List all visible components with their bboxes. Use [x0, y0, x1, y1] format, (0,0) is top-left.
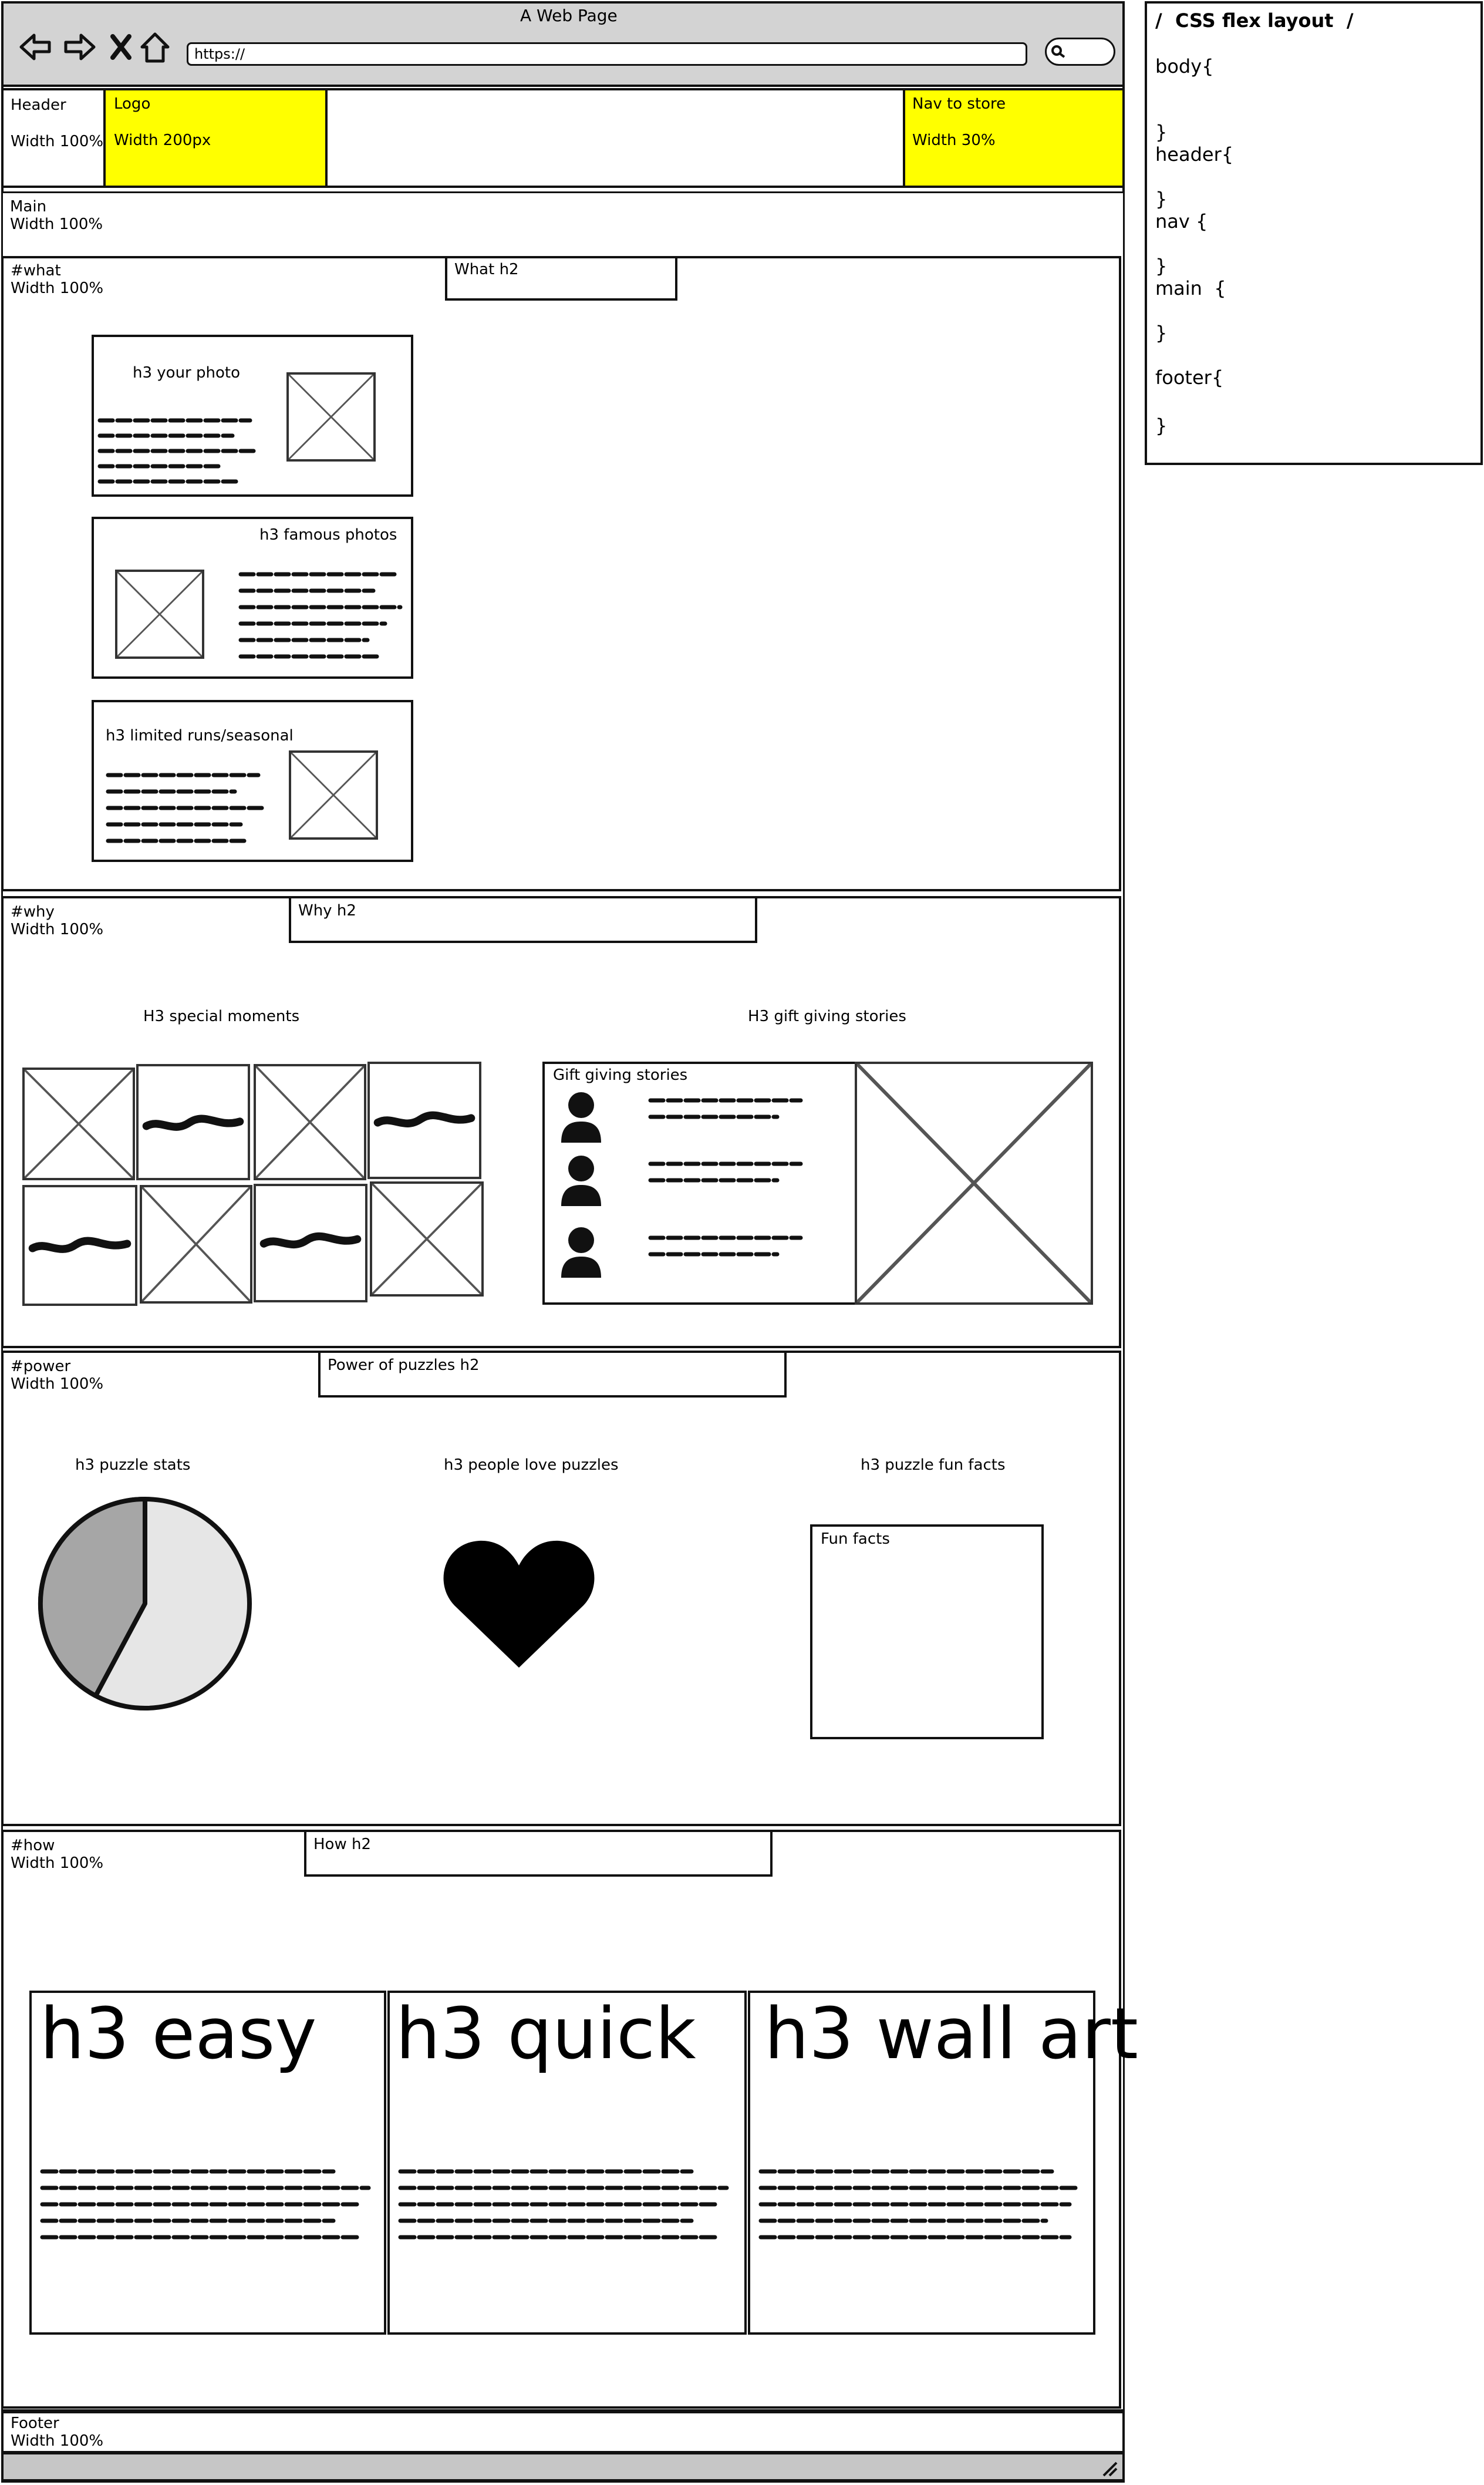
how-card-wall-art [748, 1991, 1138, 2335]
footer-label: Footer [11, 2415, 59, 2432]
moment-image [22, 1068, 135, 1180]
moment-text-tile [136, 1064, 250, 1180]
main-width: Width 100% [10, 215, 103, 233]
what-width: Width 100% [11, 280, 104, 297]
why-h2-box [289, 896, 757, 943]
moment-image [140, 1185, 252, 1304]
header-label: Header [11, 96, 66, 114]
css-panel-title: / CSS flex layout / [1155, 9, 1354, 32]
text-scribble [648, 1231, 812, 1266]
moment-image [254, 1064, 366, 1180]
why-id-label: #why [11, 903, 55, 921]
what-card-famous-photos [92, 517, 413, 679]
nav-label: Nav to store [912, 95, 1006, 113]
how-h2: How h2 [313, 1836, 372, 1853]
search-box[interactable] [1045, 38, 1115, 66]
how-card-easy-title: h3 easy [40, 1994, 317, 2075]
browser-title-bar [1, 1, 1125, 87]
card-limited-runs-title: h3 limited runs/seasonal [106, 727, 294, 745]
footer-box [1, 2411, 1125, 2453]
why-h2: Why h2 [298, 902, 356, 920]
css-line-header-open: header{ [1155, 143, 1234, 166]
heart-icon [441, 1537, 596, 1670]
moment-text-tile [367, 1062, 481, 1179]
css-line-body-close: } [1155, 121, 1168, 143]
url-input[interactable]: https:// [187, 42, 1027, 66]
how-card-wall-art-title: h3 wall art [764, 1994, 1138, 2075]
search-icon [1050, 44, 1067, 60]
gift-image-placeholder [855, 1062, 1093, 1305]
close-icon[interactable] [109, 33, 133, 61]
gift-stories-title: H3 gift giving stories [748, 1008, 906, 1025]
gift-stories-box [542, 1062, 857, 1305]
user-icon [559, 1154, 603, 1207]
moment-text-tile [254, 1184, 367, 1302]
card-famous-photos-title: h3 famous photos [259, 526, 397, 544]
page-title: A Web Page [520, 6, 618, 25]
what-card-limited-runs [92, 700, 413, 862]
css-line-footer-open: footer{ [1155, 366, 1224, 389]
fun-facts-title: h3 puzzle fun facts [861, 1456, 1006, 1474]
image-placeholder [286, 372, 376, 462]
how-card-quick [387, 1991, 747, 2335]
image-placeholder [115, 570, 204, 659]
text-scribble [758, 2164, 1087, 2264]
home-icon[interactable] [137, 29, 173, 65]
text-scribble [398, 2164, 738, 2264]
power-width: Width 100% [11, 1375, 104, 1393]
how-id-label: #how [11, 1837, 55, 1854]
arrow-right-icon[interactable] [62, 29, 97, 65]
how-card-quick-title: h3 quick [396, 1994, 696, 2075]
what-card-your-photo [92, 335, 413, 497]
moment-text-tile [22, 1185, 137, 1306]
css-line-nav-close: } [1155, 255, 1168, 277]
power-h2: Power of puzzles h2 [328, 1356, 480, 1374]
how-width: Width 100% [11, 1854, 104, 1872]
text-scribble [40, 2164, 380, 2264]
how-card-easy [29, 1991, 386, 2335]
what-id-label: #what [11, 262, 61, 280]
what-h2: What h2 [454, 261, 519, 278]
power-id-label: #power [11, 1358, 71, 1375]
resize-grip-icon[interactable] [1100, 2459, 1119, 2477]
fun-facts-box [810, 1524, 1044, 1739]
css-panel [1145, 1, 1483, 465]
logo-box [103, 88, 328, 188]
text-scribble [648, 1093, 812, 1129]
user-icon [559, 1226, 603, 1279]
nav-width: Width 30% [912, 132, 996, 149]
power-h2-box [318, 1351, 787, 1398]
css-line-main-close: } [1155, 322, 1168, 344]
css-line-main-open: main { [1155, 277, 1226, 299]
gift-stories-box-label: Gift giving stories [553, 1066, 688, 1084]
text-scribble [97, 413, 274, 496]
logo-label: Logo [114, 95, 151, 113]
logo-width: Width 200px [114, 132, 211, 149]
css-line-footer-close: } [1155, 415, 1168, 437]
text-scribble [648, 1157, 812, 1192]
puzzle-stats-title: h3 puzzle stats [75, 1456, 191, 1474]
browser-status-bar [1, 2452, 1125, 2481]
nav-box [903, 88, 1125, 188]
special-moments-title: H3 special moments [143, 1008, 300, 1025]
header-width: Width 100% [11, 133, 104, 150]
css-line-body-open: body{ [1155, 55, 1214, 78]
footer-width: Width 100% [11, 2432, 104, 2450]
why-width: Width 100% [11, 921, 104, 938]
css-line-nav-open: nav { [1155, 210, 1208, 233]
user-icon [559, 1091, 603, 1144]
image-placeholder [289, 750, 378, 840]
main-label: Main [10, 198, 47, 215]
how-h2-box [304, 1830, 773, 1877]
css-line-header-close: } [1155, 188, 1168, 210]
fun-facts-box-label: Fun facts [821, 1530, 890, 1548]
people-love-title: h3 people love puzzles [444, 1456, 619, 1474]
card-your-photo-title: h3 your photo [133, 364, 241, 382]
text-scribble [238, 567, 409, 667]
arrow-left-icon[interactable] [18, 29, 53, 65]
what-h2-box [445, 256, 677, 301]
moment-image [370, 1181, 484, 1297]
text-scribble [106, 768, 282, 862]
pie-chart-icon [35, 1494, 255, 1713]
